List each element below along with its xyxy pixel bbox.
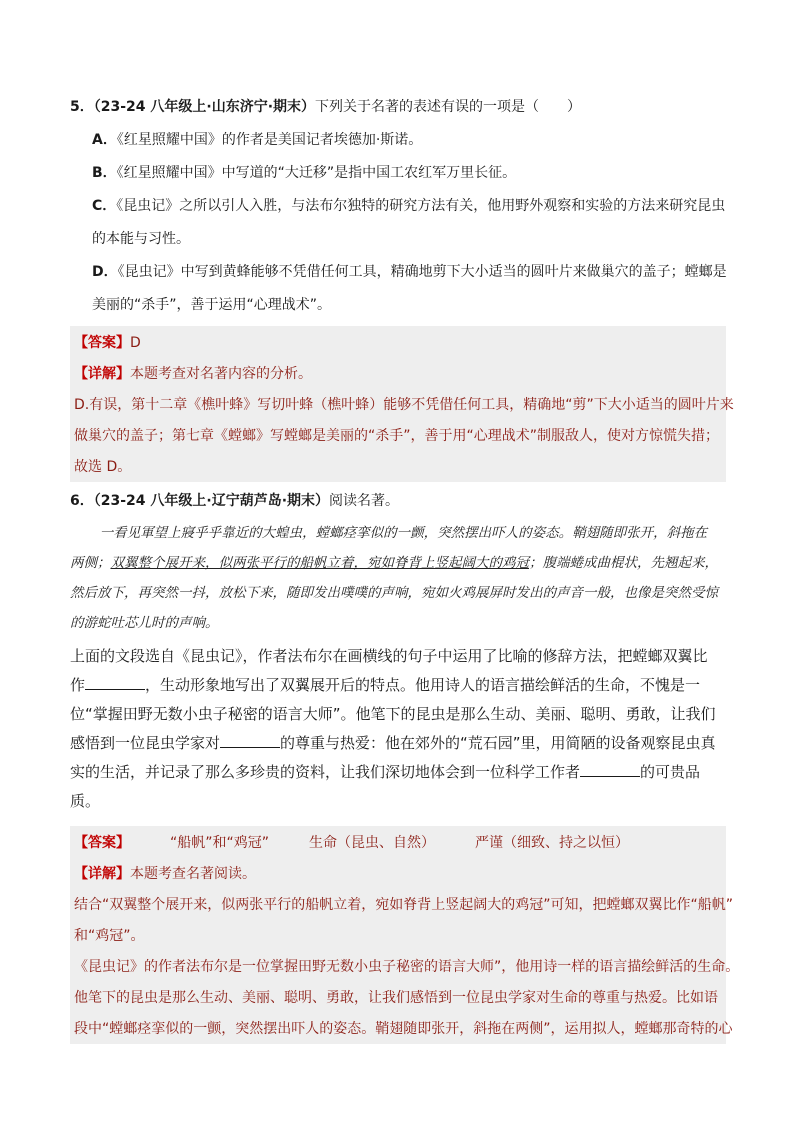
detail-text: D.有误，第十二章《樵叶蜂》写切叶蜂（樵叶蜂）能够不凭借任何工具，精确地“剪”下大小适当的圆叶片来: [74, 397, 734, 413]
answer-line: [74, 332, 722, 354]
answer-tag: 【答案】: [74, 835, 130, 851]
option-d: D．《昆虫记》中写到黄蜂能够不凭借任何工具，精确地剪下大小适当的圆叶片来做巢穴的盖子；螳螂是: [92, 264, 727, 280]
question-stem: 下列关于名著的表述有误的一项是（ ）: [315, 99, 582, 115]
detail-tag: 【详解】: [74, 366, 130, 382]
answer-tag: 【答案】: [74, 335, 130, 351]
answer-block-q5: [70, 326, 734, 482]
detail-intro: 本题考查名著阅读。: [130, 866, 256, 882]
detail-text: 故选 D。: [74, 459, 132, 475]
question-number: 6．: [70, 493, 94, 509]
option-c: C．《昆虫记》之所以引人入胜，与法布尔独特的研究方法有关，他用野外观察和实验的方法来研究昆虫: [92, 198, 726, 214]
fill-blank-1[interactable]: [85, 675, 145, 690]
detail-text: 他笔下的昆虫是那么生动、美丽、聪明、勇敢，让我们感悟到一位昆虫学家对生命的尊重与热爱。比如语: [74, 990, 718, 1006]
detail-text: 做巢穴的盖子；第七章《螳螂》写螳螂是美丽的“杀手”，善于用“心理战术”制服敌人，使对方惊慌失措；: [74, 428, 720, 444]
detail-intro: 本题考查对名著内容的分析。: [130, 366, 312, 382]
detail-text: 《昆虫记》的作者法布尔是一位掌握田野无数小虫子秘密的语言大师”，他用诗一样的语言描绘鲜活的生命。: [74, 959, 740, 975]
document-page: [70, 96, 740, 1044]
detail-tag: 【详解】: [74, 866, 130, 882]
detail-line: [74, 363, 722, 385]
question-text: 上面的文段选自《昆虫记》，作者法布尔在画横线的句子中运用了比喻的修辞方法，把螳螂双翼比 作 ，生动形象地写出了双翼展开后的特点。他用诗人的语言描绘鲜活的生命，不愧是一位“掌握田野无数小虫子秘密的语言大师”。他笔下的昆虫是那么生动、美丽、聪明、勇敢，让我们感悟到一位昆虫学家对 的尊重与热爱：他在郊外的“荒石园”里，用简陋的设备观察昆虫真实的生活，并记录了那么多珍贵的资料，让我们深切地体会到一位科学工作者 的可贵品质。: [70, 647, 716, 810]
answer-line: [74, 832, 722, 854]
answer-value: D: [130, 335, 141, 351]
answer-value: “船帆”和“鸡冠”: [170, 835, 270, 851]
underlined-sentence: 双翼整个展开来，似两张平行的船帆立着，宛如脊背上竖起阔大的鸡冠: [110, 555, 529, 571]
detail-text: 段中“螳螂痉挛似的一颤，突然摆出吓人的姿态。鞘翅随即张开，斜拖在两侧”，运用拟人，螳螂那奇特的心: [74, 1021, 733, 1037]
option-a: A．《红星照耀中国》的作者是美国记者埃德加·斯诺。: [92, 132, 423, 148]
detail-text: 结合“双翼整个展开来，似两张平行的船帆立着，宛如脊背上竖起阔大的鸡冠”可知，把螳螂双翼比作“船帆”: [74, 897, 734, 913]
answer-value: 生命（昆虫、自然）: [309, 835, 436, 851]
question-5-header: [70, 96, 726, 118]
question-stem: 阅读名著。: [329, 493, 400, 509]
question-6-header: [70, 490, 726, 512]
option-c-continued: 的本能与习性。: [92, 231, 190, 247]
answer-value: 严谨（细致、持之以恒）: [475, 835, 630, 851]
fill-blank-3[interactable]: [580, 762, 640, 777]
detail-text: 和“鸡冠”。: [74, 928, 145, 944]
question-source: （23-24 八年级上·辽宁葫芦岛·期末）: [93, 493, 330, 509]
question-source: （23-24 八年级上·山东济宁·期末）: [93, 99, 316, 115]
option-d-continued: 美丽的“杀手”，善于运用“心理战术”。: [92, 297, 332, 313]
question-number: 5．: [70, 99, 94, 115]
option-b: B．《红星照耀中国》中写道的“大迁移”是指中国工农红军万里长征。: [92, 165, 517, 181]
reading-passage: 一看见軍望上寢乎乎靠近的大蝗虫，螳螂痉挛似的一颤，突然摆出吓人的姿态。鞘翅随即张开，斜拖在两侧；双翼整个展开来，似两张平行的船帆立着，宛如脊背上竖起阔大的鸡冠；腹端蜷成曲棍状，先翘起来，然后放下，再突然一抖，放松下来，随即发出噗噗的声响，宛如火鸡展屏时发出的声音一般，也像是突然受惊的游蛇吐芯儿时的声响。: [70, 525, 718, 631]
fill-blank-2[interactable]: [220, 733, 280, 748]
answer-block-q6: [70, 826, 740, 1044]
detail-line: [74, 863, 722, 885]
